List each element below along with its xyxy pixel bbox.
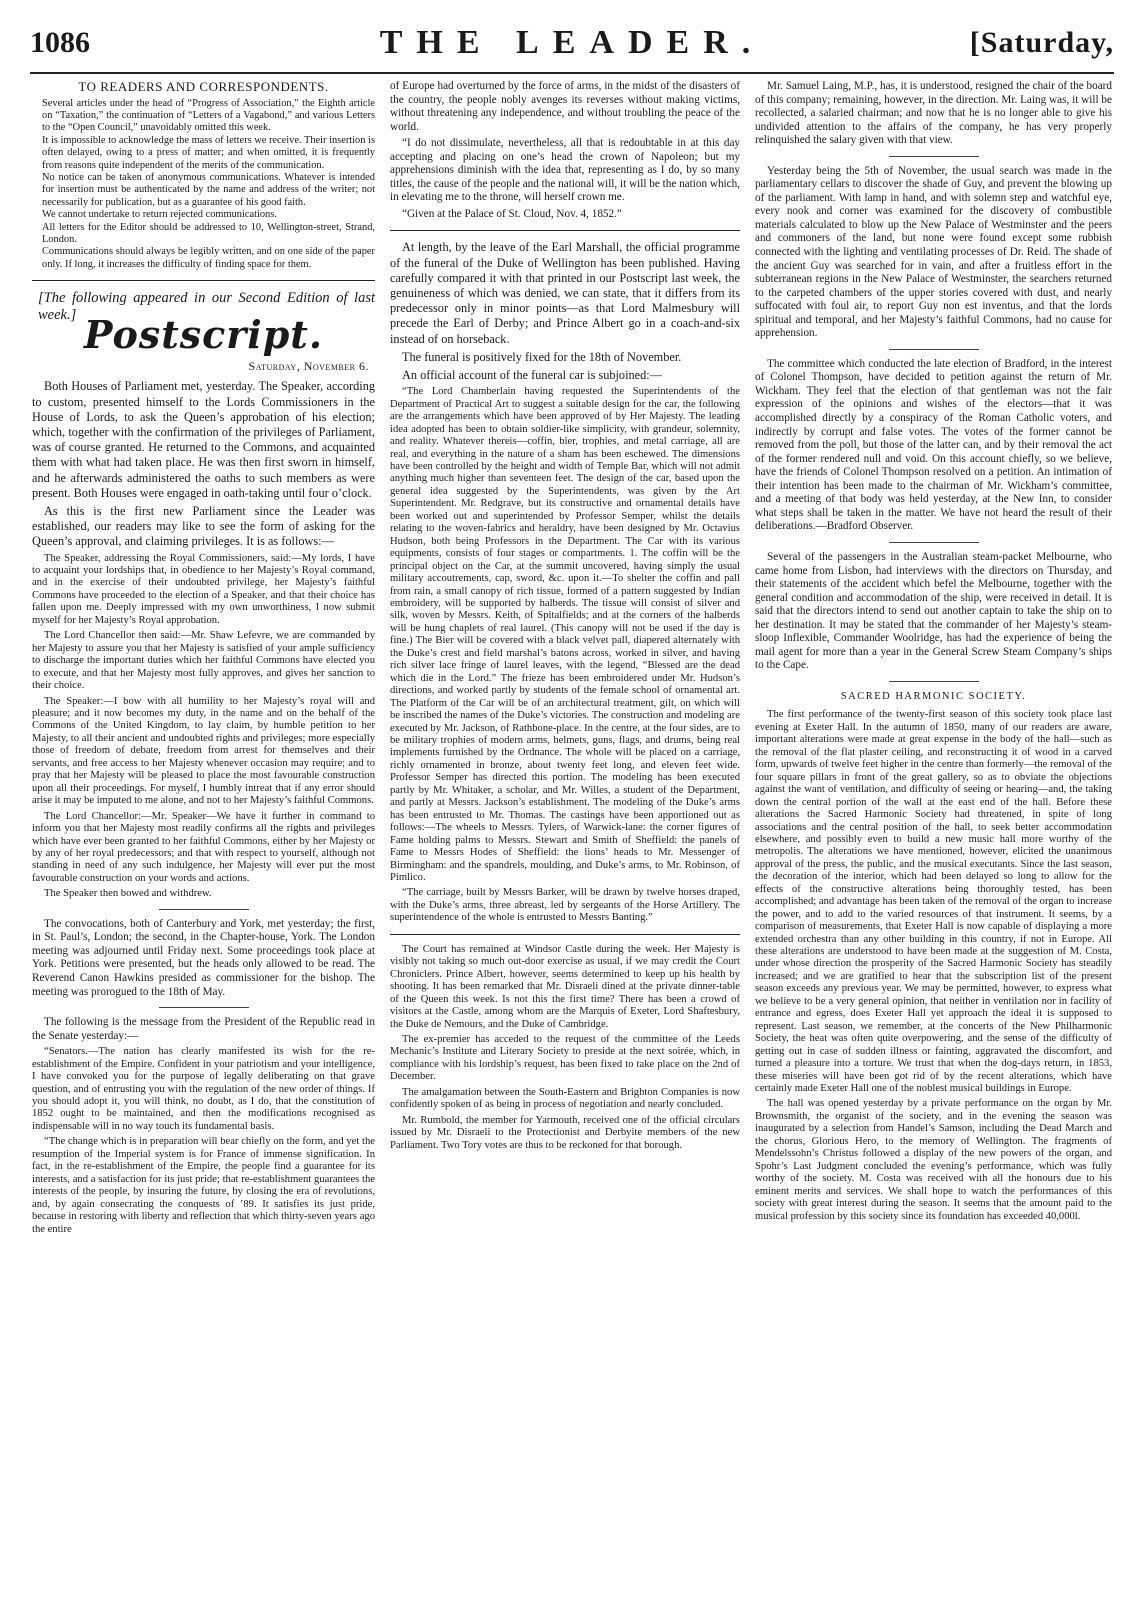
article-paragraph: The hall was opened yesterday by a private performance on the organ by Mr. Brownsmith, the organist of the society, and in the evening the season was inaugurated by a selection from Handel’s Samson, including the Dead March and the chorus, Glorious Hero, to the memory of Wellington. The fragments of Mendelssohn’s Christus followed a display of the new powers of the organ, and Spohr’s Last Judgment concluded the evening’s performance, which was fully worthy of the society. M. Costa was received with all the honours due to his eminent merits and services. We shall hope to watch the performances of this society with great interest during the season. It seems that the amount paid to the musical profession by this society since its foundation has exceeded 40,000l.	[755, 1098, 1112, 1222]
notice-item: Several articles under the head of “Progress of Association,” the Eighth article on “Taxation,” the continuation of “Letters of a Vagabond,” and various Letters to the “Open Council,” unavoidably omitted this week.	[42, 97, 375, 134]
section-divider	[390, 230, 740, 231]
article-paragraph: Several of the passengers in the Australian steam-packet Melbourne, who came home from Lisbon, had interviews with the directors on Thursday, and their statements of the accident which befel the Melbourne, together with the general condition and accommodation of the ship, were received in detail. It is said that the directors intend to send out another captain to take the ship on to her destination. It may be stated that the commander of her Majesty’s steam-sloop Inflexible, Commander Woolridge, has had the experience of being the mail agent for more than a year in the General Screw Steam Company’s ships to the Cape.	[755, 550, 1112, 672]
page-number: 1086	[30, 26, 90, 59]
car-account-paragraph: “The Lord Chamberlain having requested the Superintendents of the Department of Practical Art to suggest a suitable design for the car, the following are the arrangements which have been approved of by Her Majesty. The leading idea adopted has been to obtain soldier-like simplicity, with grandeur, solemnity, and reality. Whatever thereis—coffin, bier, trophies, and metal carriage, all are real, and everything in the nature of a sham has been eschewed. The dimensions have been controlled by the height and width of Temple Bar, which will not admit anything much higher than seventeen feet. The design of the car, based upon the general idea suggested by the Superintendents, was given by the Art Superintendent. Mr. Redgrave, but its constructive and ornamental details have been worked out and superintended by Professor Semper, whilst the details relating to the woven-fabrics and heraldry, have been designed by Mr. Octavius Hudson, both being Professors in the Department. The Car with its various equipments, consists of four stages or compartments. 1. The coffin will be the principal object on the Car, at the summit uncovered, having simply the usual military accoutrements, cap, sword, &c. upon it.—To shelter the coffin and pall from rain, a small canopy of rich tissue, formed of a pattern suggested by Indian embroidery, will be supported by halberds. The tissue will consist of silver and silk, woven by Messrs. Keith, of Spitalfields; and at the corners of the halberds will be hung chaplets of real laurel. (This canopy will not be used if the day is fine.) The Bier will be covered with a black velvet pall, diapered alternately with the Duke’s crest and field marshal’s batons across, worked in silver, and having rich silver lace fringe of laurel leaves, with the legend, “Blessed are the dead which die in the Lord.” The frieze has been embroidered under Mr. Hudson’s directions, and worked partly by students of the female school of ornamental art. The Platform of the Car will be of an architectural treatment, gilt, on which will be inscribed the names of the Duke’s victories. The construction and modeling are executed by Mr. Jackson, of Rathbone-place. In the centre, at the four sides, are to be military trophies of modern arms, helmets, guns, flags, and drums, being real implements furnished by the Ordnance. The whole will be placed on a carriage, richly ornamented in bronze, about twenty feet long, and eleven feet wide. Professor Semper has directed this portion. The modeling has been executed partly by Mr. Whitaker, a scholar, and Mr. Willes, a student of the Department, and partly at Messrs. Jackson’s establishment. The modeling of the Duke’s arms has been entrusted to Mr. Thomas. The castings have been apportioned out as follows:—The wheels to Messrs. Tylers, of Warwick-lane: the corner figures of Fame holding palms to Messrs. Stewart and Smith of Sheffield: the panels of Fame to Messrs Hodes of Sheffield: the lions’ heads to Mr. Messenger of Birmingham: and the spandrels, moulding, and Duke’s arms, to Mr. Robinson, of Pimlico.	[390, 386, 740, 883]
article-paragraph: The following is the message from the President of the Republic read in the Senate yesterday:—	[32, 1016, 375, 1042]
short-divider	[159, 1007, 249, 1008]
proceedings-paragraph: The Speaker, addressing the Royal Commissioners, said:—My lords, I have to acquaint your lordships that, in obedience to her Majesty’s Royal command, and in the exercise of their undoubted privilege, her Majesty’s faithful Commons have proceeded to the election of a Speaker, and that their choice has fallen upon me. Deeply impressed with my own unworthiness, I now submit myself for her Majesty’s Royal approbation.	[32, 552, 375, 626]
proceedings-paragraph: The Lord Chancellor then said:—Mr. Shaw Lefevre, we are commanded by her Majesty to assure you that her Majesty is satisfied of your ample sufficiency to discharge the important duties which her faithful Commons have elected you to execute, and that her Majesty most fully approves, and gives her sanction to their choice.	[32, 630, 375, 692]
short-divider	[889, 156, 979, 157]
article-paragraph: An official account of the funeral car is subjoined:—	[402, 368, 662, 383]
article-paragraph: Both Houses of Parliament met, yesterday. The Speaker, according to custom, presented himself to the Lords Commissioners in the House of Lords, to ask the Queen’s approbation of his election; which, together with the confirmation of the privileges of Parliament, was of course granted. He returned to the Commons, and acquainted them with what had taken place. He was then first sworn in himself, and he afterwards administered the oaths to such members as were present. Both Houses were engaged in oath-taking until four o’clock.	[32, 379, 375, 500]
dateline: Saturday, November 6.	[248, 358, 369, 373]
short-divider	[889, 681, 979, 682]
column-1	[32, 80, 375, 1239]
car-account-paragraph: “The carriage, built by Messrs Barker, will be drawn by twelve horses draped, with the Duke’s arms, three abreast, led by sergeants of the Horse Artillery. The superintendence of the whole is entrusted to Messrs Banting.”	[390, 887, 740, 924]
proceedings-paragraph: The Lord Chancellor:—Mr. Speaker—We have it further in command to inform you that her Majesty most readily confirms all the rights and privileges which have ever been granted to her faithful Commons, either by her Majesty or by any of her royal predecessors; and that with respect to yourself, although not standing in need of any such indulgence, her Majesty will ever put the most favourable construction on your words and actions.	[32, 810, 375, 884]
article-paragraph: The amalgamation between the South-Eastern and Brighton Companies is now confidently spoken of as being in process of negotiation and nearly concluded.	[390, 1086, 740, 1111]
article-paragraph: As this is the first new Parliament since the Leader was established, our readers may like to see the form of asking for the Queen’s approval, and claiming privileges. It is as follows:—	[32, 503, 375, 549]
section-heading: SACRED HARMONIC SOCIETY.	[840, 690, 1027, 702]
article-paragraph: The first performance of the twenty-first season of this society took place last evening at Exeter Hall. In the autumn of 1850, many of our readers are aware, important alterations were made at great expense in the body of the hall—such as the removal of the flat plaster ceiling, and reconstructing it of wood in a carved form, upwards of twelve feet higher in the centre than formerly—the removal of the four square pillars in front of the great gallery, so as to obviate the objections against the want of ventilation, and difficulty of seeing or hearing—and, the taking down the central portion of the wall at the east end of the hall. Before these alterations the Sacred Harmonic Society had threatened, in spite of long associations and the central position of the hall, to seek better accommodation elsewhere, and possibly even to build a new music hall more worthy of the metropolis. The alterations we have mentioned, however, elicited the unanimous approval of the press, the public, and the musical executants. Since the last season, the decoration of the interior, which had been delayed so long to allow for the effects of the constructive alterations being thoroughly tested, has been accomplished; and advantage has been taken of the removal of the organ to increase the power, and to add to the varied resources of that instrument. It seems, by a comparison of measurements, that Exeter Hall is now capable of displaying a more extended orchestra than any other building in this country, if not in Europe. All these alterations are understood to have been made at the suggestion of M. Costa, under whose direction the prosperity of the Sacred Harmonic Society has steadily increased; and we are gratified to hear that the subscription list of the present season exceeds any previous year. We may be permitted, however, to express what we believe to be a very general opinion, that neither in ventilation nor in facility of entrance and egress, does Exeter Hall yet approach the ideal it is supposed to represent. Last season, we remember, at the concerts of the New Philharmonic Society, the heat was often quite overpowering, and the sense of the difficulty of getting out in case of sudden illness or fainting, aggravated the discomfort, and turned a pleasure into a torture. We trust that when the dog-days return, in 1853, these miseries will have been got rid of by the recent alterations, which have certainly made Exeter Hall one of the noblest musical buildings in Europe.	[755, 709, 1112, 1095]
masthead-title: THE LEADER.	[379, 24, 765, 61]
article-paragraph: Mr. Samuel Laing, M.P., has, it is understood, resigned the chair of the board of this company; remaining, however, in the direction. Mr. Laing was, it will be recollected, a salaried chairman; and now that he is no longer able to give his undivided attention to the affairs of the company, he has very properly relinquished the salary given with that view.	[755, 80, 1112, 147]
section-divider	[390, 934, 740, 935]
article-paragraph: The committee which conducted the late election of Bradford, in the interest of Colonel Thompson, have decided to petition against the return of Mr. Wickham. They feel that the election of that gentleman was not the fair expression of the opinions and wishes of the electors—that it was accomplished directly by a conspiracy of the Roman Catholic voters, and indirectly by corrupt and false votes. The votes of the former cannot be removed from the poll, but those of the latter can, and by their removal the act of the former rendered null and void. On this account chiefly, so we believe, have the friends of Colonel Thompson resolved on a petition. An intimation of their intention has been made to the chairman of Mr. Wickham’s committee, and a meeting of that body was held yesterday, at the New Inn, to consider what steps shall be taken in the matter. We have not heard the result of their deliberations.—Bradford Observer.	[755, 357, 1112, 533]
proceedings-paragraph: The Speaker then bowed and withdrew.	[44, 888, 212, 900]
notice-item: No notice can be taken of anonymous communications. Whatever is intended for insertion must be authenticated by the name and address of the writer; not necessarily for publication, but as a guarantee of his good faith.	[42, 171, 375, 208]
message-signature: “Given at the Palace of St. Cloud, Nov. 4, 1852.”	[402, 207, 622, 220]
readers-notices	[32, 98, 375, 272]
message-paragraph: “The change which is in preparation will bear chiefly on the form, and yet the resumption of the Imperial system is for France of immense signification. In fact, in the re-establishment of the Empire, the people find a guarantee for its interests, and a satisfaction for its just pride; that re-establishment guarantees the interests of the people, by insuring the future, by closing the era of revolutions, and, by again consecrating the conquests of ’89. It satisfies its just pride, because in restoring with liberty and reflection that which thirty-seven years ago the entire	[32, 1136, 375, 1235]
short-divider	[889, 542, 979, 543]
second-edition-note: [The following appeared in our Second Edition of last week.]	[38, 290, 375, 324]
message-paragraph: “Senators.—The nation has clearly manifested its wish for the re-establishment of the Empire. Confident in your patriotism and your intelligence, I have convoked you for the purpose of legally deliberating on that grave question, and of entrusting you with the regulation of the new order of things. If you should adopt it, you will think, no doubt, as I do, that the constitution of 1852 ought to be maintained, and then the modifications recognised as indispensable will in no way touch its fundamental basis.	[32, 1046, 375, 1132]
notice-item: It is impossible to acknowledge the mass of letters we receive. Their insertion is often delayed, owing to a press of matter; and when omitted, it is frequently from reasons quite independent of the merits of the communication.	[42, 134, 375, 171]
notice-item: We cannot undertake to return rejected communications.	[42, 209, 277, 221]
section-divider	[32, 280, 375, 281]
proceedings-paragraph: The Speaker:—I bow with all humility to her Majesty’s royal will and pleasure; and it now becomes my duty, in the name and on the behalf of the Commons of the United Kingdom, to lay claim, by humble petition to her Majesty, to all their ancient and undoubted rights and privileges; more especially those of freedom of debate, freedom from arrest for themselves and their servants, and free access to her Majesty whenever occasion may require; and to pray that her Majesty will be pleased to place the most favourable construction upon all their proceedings. For myself, I humbly intreat that if any error should arise it may be imputed to me alone, and not to her Majesty’s faithful Commons.	[32, 695, 375, 807]
column-2	[390, 80, 740, 1155]
message-paragraph: of Europe had overturned by the force of arms, in the midst of the disasters of the country, the people nobly avenges its reverses without making victims, without threatening any independence, and without troubling the peace of the world.	[390, 80, 740, 133]
article-paragraph: Mr. Rumbold, the member for Yarmouth, received one of the official circulars issued by Mr. Disraeli to the Protectionist and Derbyite members of the new Parliament. Two Tory votes are thus to be reckoned for that borough.	[390, 1114, 740, 1151]
page-header	[30, 26, 1114, 74]
notice-item: All letters for the Editor should be addressed to 10, Wellington-street, Strand, London.	[42, 221, 375, 246]
short-divider	[889, 349, 979, 350]
article-paragraph: Yesterday being the 5th of November, the usual search was made in the parliamentary cellars to discover the shade of Guy, and prevent the blowing up of the parliament. With lamp in hand, and with solemn step and watchful eye, every nook and corner was examined for the discovery of combustible materials calculated to blow up the New Palace of Westminster and the peers and commoners of the land, but none were found except some rubbish connected with the lighting and ventilating processes of Dr. Reid. The shade of the ancient Guy was searched for in vain, and after a fruitless effort in the subterranean regions in the New Palace of Westminster, the searchers returned to the carpeted chambers of the upper stories covered with dust, and nearly suffocated with foul air, to report Guy non est inventus, and that the lords spiritual and temporal, and her Majesty’s faithful Commons, had no cause for apprehension.	[755, 164, 1112, 340]
short-divider	[159, 909, 249, 910]
notice-item: Communications should always be legibly written, and on one side of the paper only. If long, it increases the difficulty of finding space for them.	[42, 246, 375, 270]
article-paragraph: The convocations, both of Canterbury and York, met yesterday; the first, in St. Paul’s, London; the second, in the Chapter-house, York. The London meeting was adjourned until Friday next. Some proceedings took place at York. Petitions were presented, but the heads only allowed to be read. The Reverend Canon Hawkins presided as commissioner for the bishop. The meeting was prorogued to the 18th of May.	[32, 917, 375, 998]
postscript-title: Postscript.	[83, 312, 324, 358]
article-paragraph: The funeral is positively fixed for the 18th of November.	[402, 349, 682, 364]
header-day: [Saturday,	[969, 26, 1114, 59]
article-paragraph: At length, by the leave of the Earl Marshall, the official programme of the funeral of the Duke of Wellington has been published. Having carefully compared it with that printed in our Postscript last week, the genuineness of which was denied, we can state, that it differs from its predecessor only in minor points—as that Lord Malmesbury will precede the Earl of Derby; and Prince Albert go in a coach-and-six instead of on horseback.	[390, 240, 740, 346]
message-paragraph: “I do not dissimulate, nevertheless, all that is redoubtable in at this day accepting and placing on one’s head the crown of Napoleon; but my apprehensions diminish with the idea that, representing as I do, by so many titles, the cause of the people and the national will, it will be the nation which, in elevating me to the throne, will herself crown me.	[390, 137, 740, 204]
column-3	[755, 80, 1112, 1226]
readers-heading: TO READERS AND CORRESPONDENTS.	[78, 79, 329, 94]
article-paragraph: The Court has remained at Windsor Castle during the week. Her Majesty is visibly not taking so much out-door exercise as usual, if we may credit the Court Chroniclers. Prince Albert, however, seems determined to keep up his health by shooting. It has been remarked that Mr. Disraeli dined at the private dinner-table of the Queen this week. Is not this the first time? There has been a crowd of visitors at the Castle, among whom are the Marquis of Exeter, Lord Shaftesbury, the Duke de Nemours, and the Duke of Cambridge.	[390, 943, 740, 1030]
article-paragraph: The ex-premier has acceded to the request of the committee of the Leeds Mechanic’s Institute and Literary Society to preside at the next soirée, which, in compliance with his lordship’s request, has been fixed to take place on the 2nd of December.	[390, 1033, 740, 1083]
